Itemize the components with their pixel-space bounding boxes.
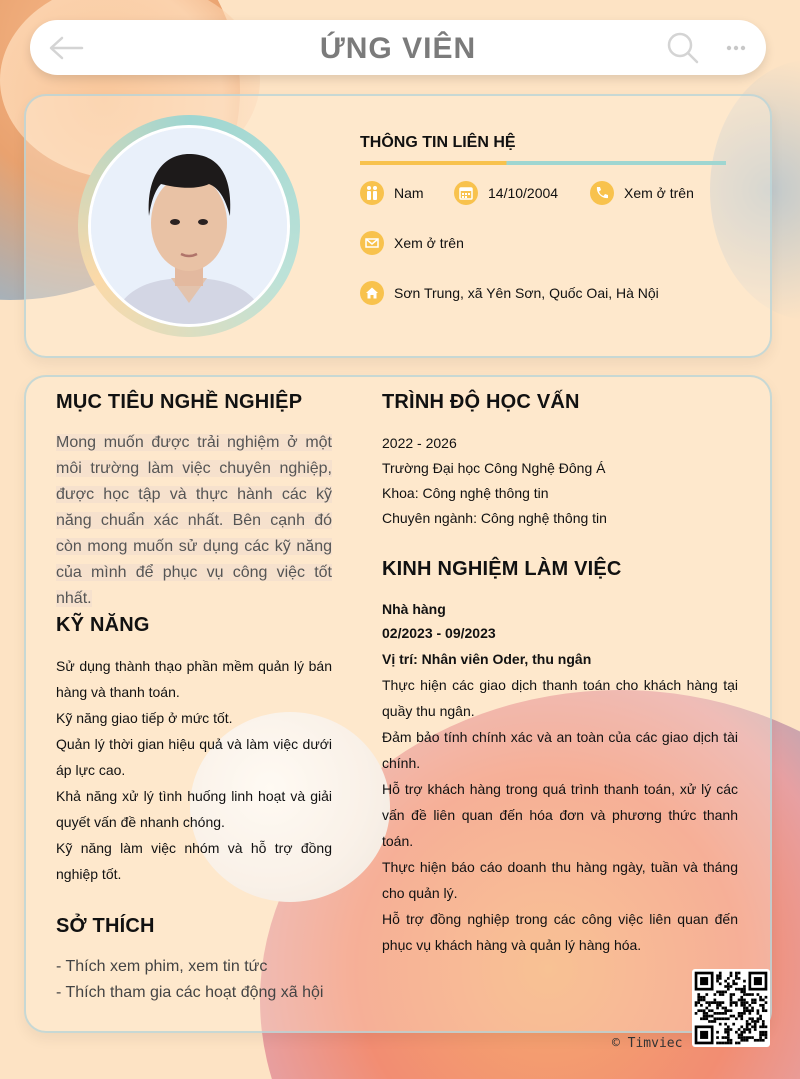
experience-title: KINH NGHIỆM LÀM VIỆC xyxy=(382,558,622,580)
objective-text: Mong muốn được trải nghiệm ở một môi trường làm việc chuyên nghiệp, được học tập và thực hành các kỹ năng chuẩn xác nhất. Bên cạnh đó còn mong muốn sử dụng các kỹ năng của mình để phục vụ công việc tốt nhất. xyxy=(56,434,332,607)
list-item: Thực hiện báo cáo doanh thu hàng ngày, tuần và tháng cho quản lý. xyxy=(382,859,738,901)
list-item: Hỗ trợ khách hàng trong quá trình thanh toán, xử lý các vấn đề liên quan đến hóa đơn và phương thức thanh toán. xyxy=(382,781,738,849)
experience-company: Nhà hàng xyxy=(382,601,446,617)
education-period: 2022 - 2026 xyxy=(382,435,457,451)
list-item: Kỹ năng giao tiếp ở mức tốt. xyxy=(56,710,233,726)
top-bar xyxy=(30,20,766,75)
skills-title: KỸ NĂNG xyxy=(56,614,150,636)
qr-code-icon xyxy=(692,969,770,1047)
search-icon[interactable] xyxy=(666,31,700,65)
skills-list xyxy=(56,653,332,887)
gender-value: Nam xyxy=(394,185,424,201)
qr-code[interactable] xyxy=(692,969,770,1047)
experience-period: 02/2023 - 09/2023 xyxy=(382,625,496,641)
phone-row xyxy=(590,181,694,205)
gender-row xyxy=(360,181,424,205)
education-faculty: Khoa: Công nghệ thông tin xyxy=(382,485,549,501)
list-item: Hỗ trợ đồng nghiệp trong các công việc liên quan đến phục vụ khách hàng và quản lý hàng hóa. xyxy=(382,911,738,953)
education-title: TRÌNH ĐỘ HỌC VẤN xyxy=(382,391,580,413)
watermark: © Timviec xyxy=(612,1036,683,1051)
list-item: - Thích tham gia các hoạt động xã hội xyxy=(56,984,324,1001)
avatar xyxy=(88,125,290,327)
list-item: Thực hiện các giao dịch thanh toán cho khách hàng tại quầy thu ngân. xyxy=(382,677,738,719)
list-item: Quản lý thời gian hiệu quả và làm việc dưới áp lực cao. xyxy=(56,736,332,778)
objective-title: MỤC TIÊU NGHỀ NGHIỆP xyxy=(56,391,303,413)
education-details xyxy=(382,431,607,531)
contact-title-underline xyxy=(360,161,726,165)
education-school: Trường Đại học Công Nghệ Đông Á xyxy=(382,460,606,476)
phone-icon xyxy=(590,181,614,205)
list-item: Kỹ năng làm việc nhóm và hỗ trợ đồng nghiệp tốt. xyxy=(56,840,332,882)
contact-title: THÔNG TIN LIÊN HỆ xyxy=(360,134,516,151)
hobbies-title: SỞ THÍCH xyxy=(56,915,155,937)
address-row xyxy=(360,281,659,305)
list-item: - Thích xem phim, xem tin tức xyxy=(56,958,268,975)
calendar-icon xyxy=(454,181,478,205)
email-icon xyxy=(360,231,384,255)
phone-value: Xem ở trên xyxy=(624,185,694,201)
list-item: Sử dụng thành thạo phần mềm quản lý bán hàng và thanh toán. xyxy=(56,658,332,700)
page-title: ỨNG VIÊN xyxy=(319,32,477,65)
email-value: Xem ở trên xyxy=(394,235,464,251)
more-options-icon[interactable] xyxy=(726,45,746,51)
home-icon xyxy=(360,281,384,305)
gender-icon xyxy=(360,181,384,205)
address-value: Sơn Trung, xã Yên Sơn, Quốc Oai, Hà Nội xyxy=(394,285,659,301)
list-item: Đảm bảo tính chính xác và an toàn của các giao dịch tài chính. xyxy=(382,729,738,771)
experience-position: Vị trí: Nhân viên Oder, thu ngân xyxy=(382,651,592,667)
birthday-row xyxy=(454,181,558,205)
email-row xyxy=(360,231,464,255)
education-major: Chuyên ngành: Công nghệ thông tin xyxy=(382,510,607,526)
hobbies-list xyxy=(56,954,323,1006)
list-item: Khả năng xử lý tình huống linh hoạt và giải quyết vấn đề nhanh chóng. xyxy=(56,788,332,830)
avatar-portrait xyxy=(91,128,287,324)
experience-details xyxy=(382,598,738,958)
birthday-value: 14/10/2004 xyxy=(488,185,559,201)
